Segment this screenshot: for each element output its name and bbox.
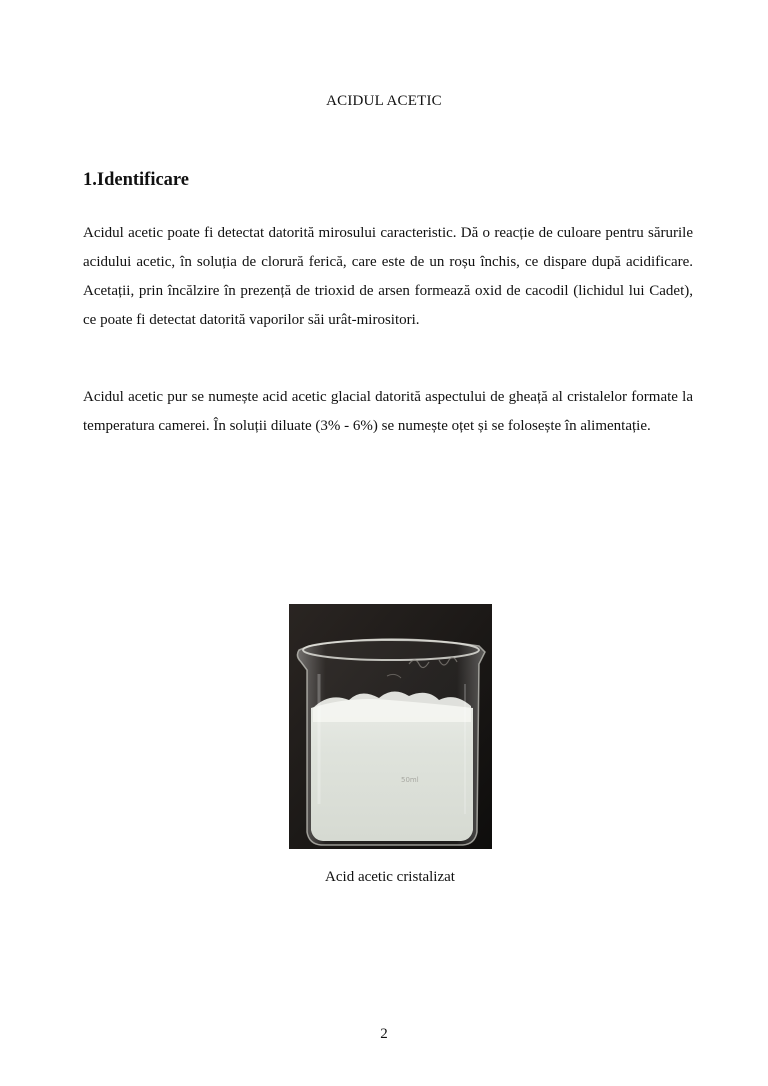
section-heading: 1.Identificare (83, 170, 190, 190)
svg-text:50ml: 50ml (401, 776, 419, 784)
page-number: 2 (380, 1026, 388, 1042)
paragraph-identification: Acidul acetic poate fi detectat datorită mirosului caracteristic. Dă o reacție de culoare pentru sărurile acidului acetic, în soluția de clorură ferică, care este de un roșu închis, ce dispare după acidificare. Acetații, prin încălzire în prezență de trioxid de arsen formează oxid de cacodil (lichidul lui Cadet), ce poate fi detectat datorită vaporilor săi urât-mirositori. (83, 225, 693, 328)
beaker-photo (289, 604, 492, 849)
figure-caption: Acid acetic cristalizat (325, 869, 455, 885)
document-title: ACIDUL ACETIC (326, 93, 442, 109)
paragraph-glacial-acid: Acidul acetic pur se numește acid acetic glacial datorită aspectului de gheață al cristalelor formate la temperatura camerei. În soluții diluate (3% - 6%) se numește oțet și se folosește în alimentație. (83, 389, 693, 434)
